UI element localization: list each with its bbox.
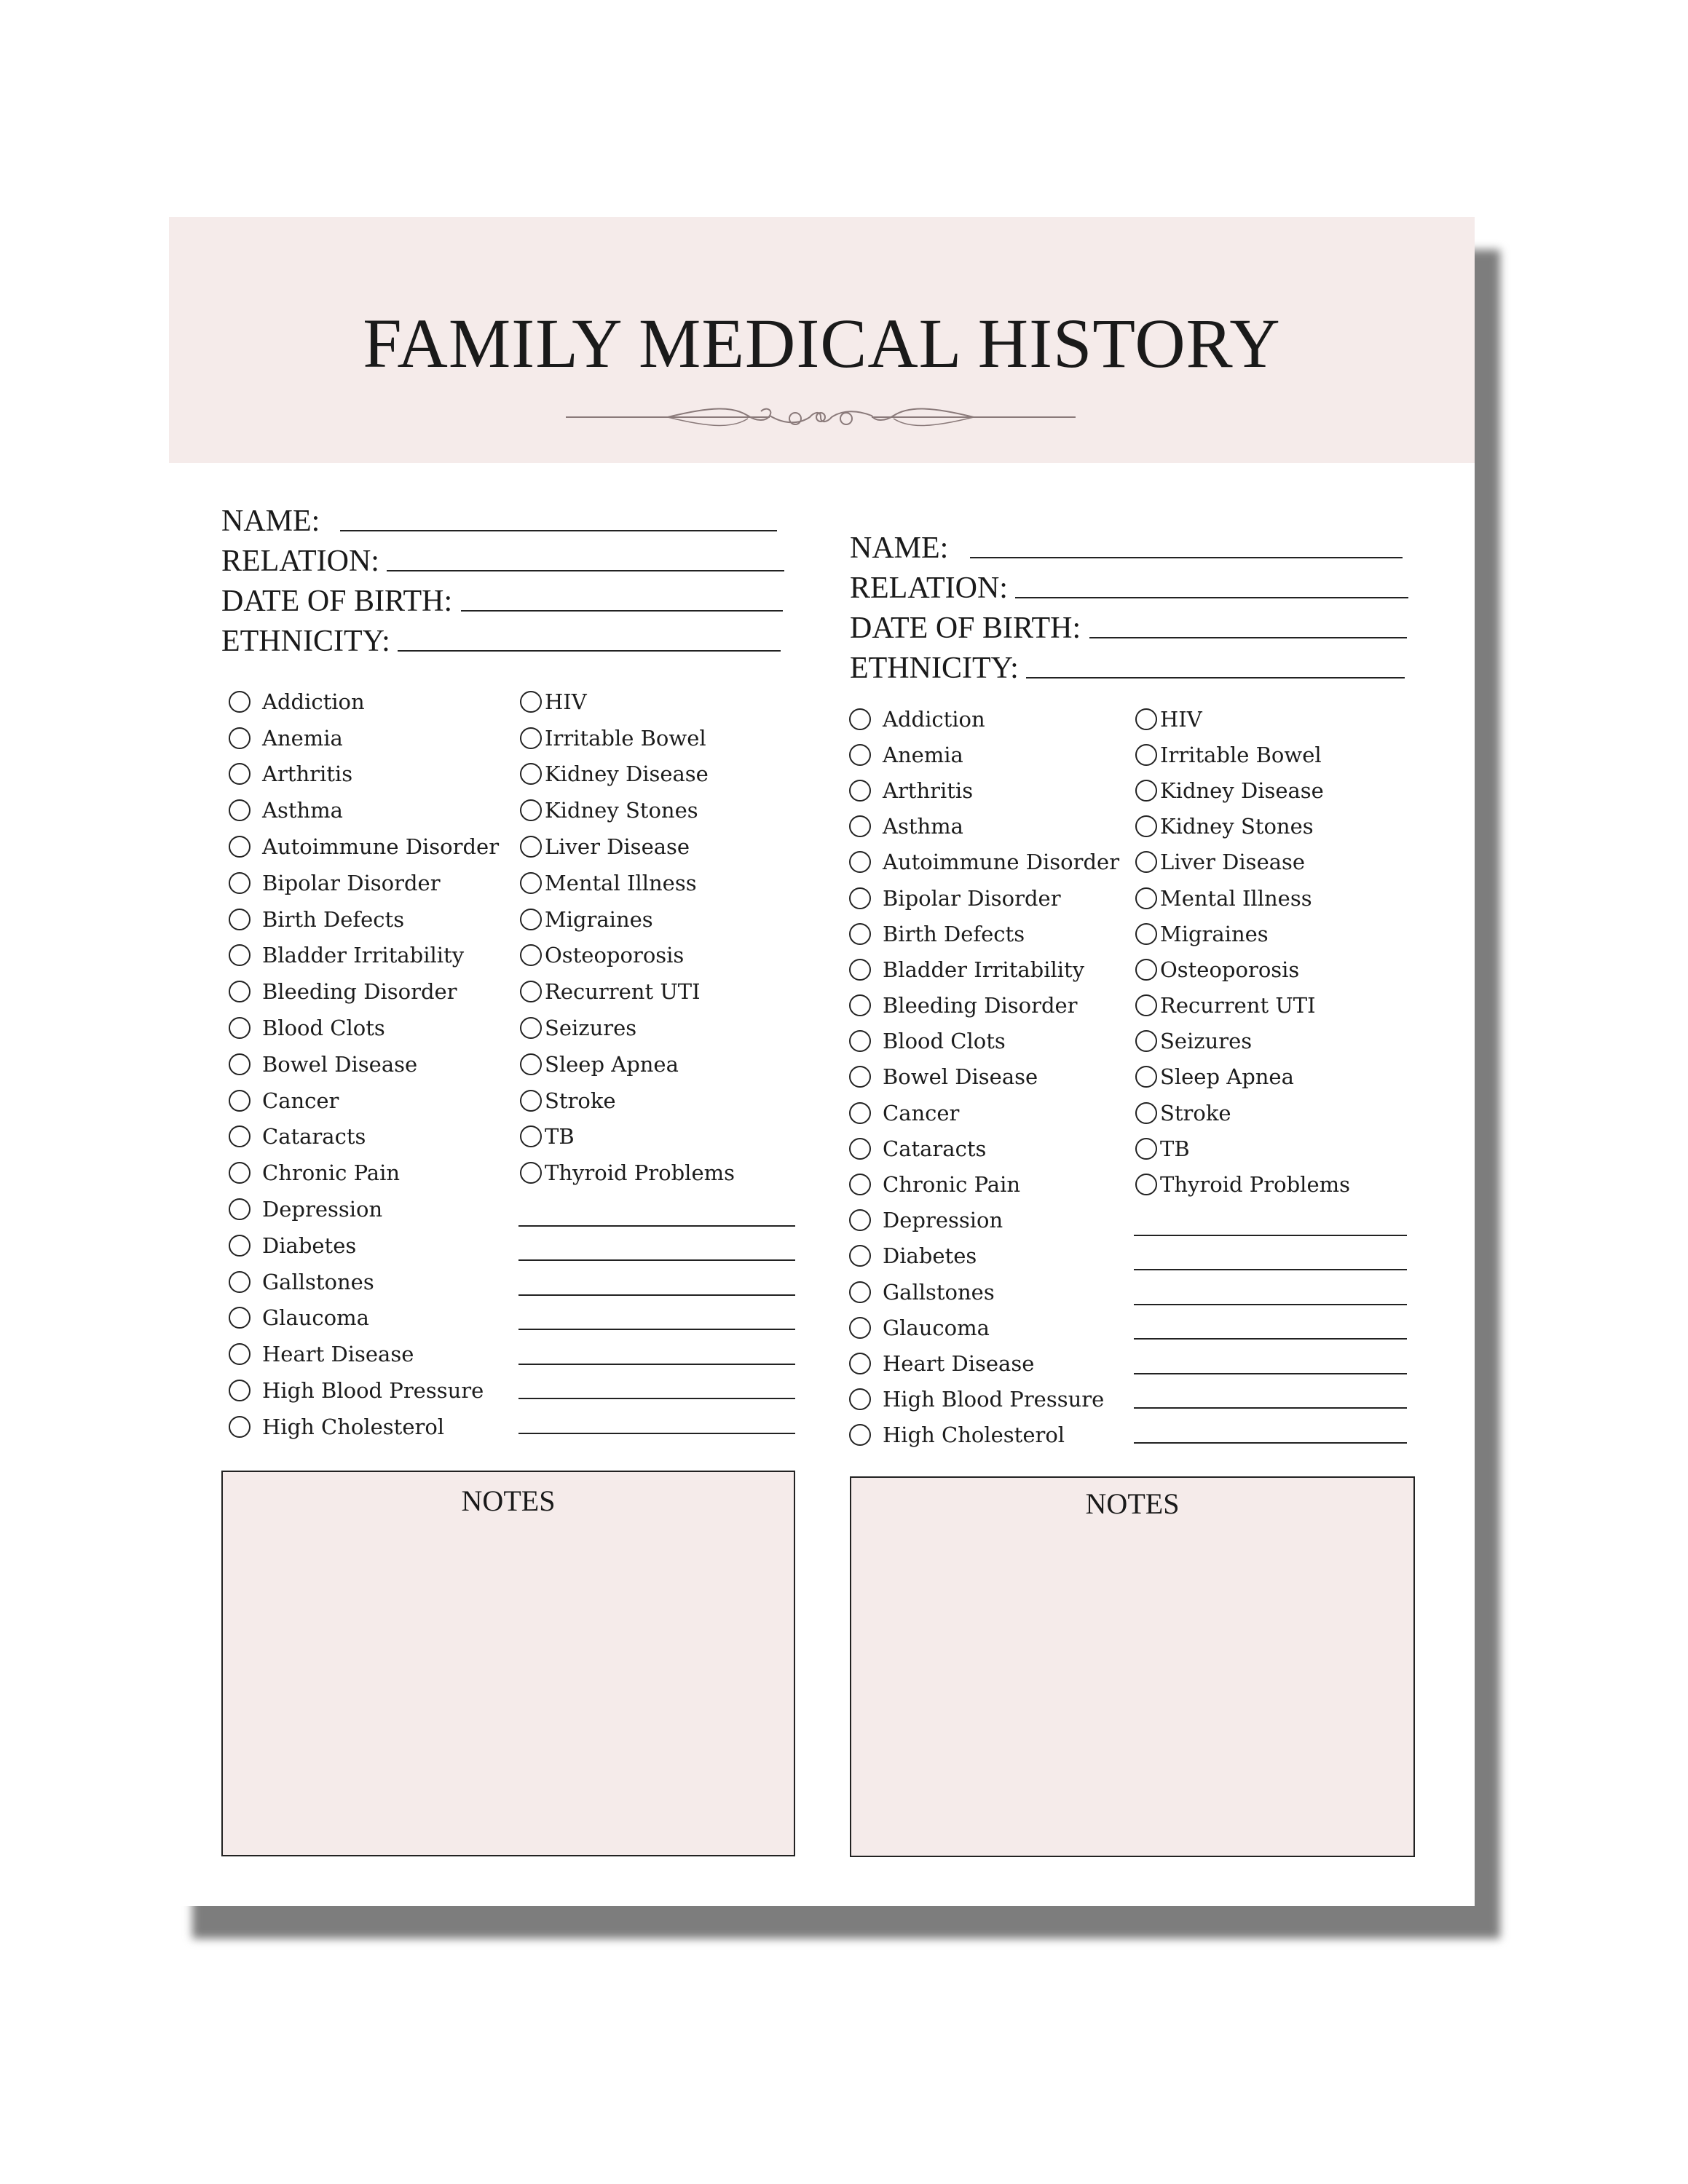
list-item[interactable]: Bipolar Disorder xyxy=(229,865,499,901)
radio-circle-icon[interactable] xyxy=(229,1235,251,1257)
list-item[interactable]: Chronic Pain xyxy=(229,1155,499,1191)
list-item[interactable]: Irritable Bowel xyxy=(1135,737,1350,772)
radio-circle-icon[interactable] xyxy=(849,1030,871,1052)
right-notes-box[interactable] xyxy=(850,1476,1415,1857)
list-item[interactable]: TB xyxy=(520,1119,735,1155)
radio-circle-icon[interactable] xyxy=(849,780,871,802)
radio-circle-icon[interactable] xyxy=(1135,744,1157,766)
radio-circle-icon[interactable] xyxy=(520,727,542,749)
list-item[interactable]: Sleep Apnea xyxy=(520,1046,735,1083)
blank-write-line[interactable] xyxy=(1134,1236,1407,1271)
ethnicity-field[interactable] xyxy=(850,646,1427,686)
relation-field[interactable] xyxy=(221,539,798,579)
radio-circle-icon[interactable] xyxy=(849,1353,871,1374)
radio-circle-icon[interactable] xyxy=(520,691,542,713)
radio-circle-icon[interactable] xyxy=(520,1017,542,1039)
list-item[interactable]: Bleeding Disorder xyxy=(229,973,499,1010)
radio-circle-icon[interactable] xyxy=(849,815,871,837)
list-item[interactable]: Arthritis xyxy=(849,772,1119,808)
list-item[interactable]: Depression xyxy=(229,1191,499,1227)
radio-circle-icon[interactable] xyxy=(520,763,542,785)
blank-write-line[interactable] xyxy=(518,1261,795,1296)
list-item[interactable]: Gallstones xyxy=(849,1274,1119,1310)
blank-write-line[interactable] xyxy=(1134,1270,1407,1305)
list-item[interactable]: Cancer xyxy=(849,1095,1119,1131)
left-notes-box[interactable] xyxy=(221,1471,795,1856)
list-item[interactable]: Bowel Disease xyxy=(229,1046,499,1083)
radio-circle-icon[interactable] xyxy=(849,1317,871,1339)
radio-circle-icon[interactable] xyxy=(229,1162,251,1184)
blank-write-line[interactable] xyxy=(1134,1409,1407,1444)
list-item[interactable]: Liver Disease xyxy=(520,828,735,865)
radio-circle-icon[interactable] xyxy=(849,1388,871,1410)
list-item[interactable]: Thyroid Problems xyxy=(520,1155,735,1191)
radio-circle-icon[interactable] xyxy=(229,836,251,858)
notes-title: NOTES xyxy=(1085,1487,1180,1520)
list-item[interactable]: Bowel Disease xyxy=(849,1059,1119,1095)
list-item[interactable]: High Cholesterol xyxy=(229,1409,499,1445)
radio-circle-icon[interactable] xyxy=(229,872,251,894)
name-input-line[interactable] xyxy=(340,529,777,531)
radio-circle-icon[interactable] xyxy=(1135,959,1157,981)
list-item[interactable]: HIV xyxy=(1135,701,1350,737)
radio-circle-icon[interactable] xyxy=(849,1424,871,1446)
name-input-line[interactable] xyxy=(970,556,1403,558)
list-item[interactable]: Asthma xyxy=(849,809,1119,844)
radio-circle-icon[interactable] xyxy=(229,763,251,785)
radio-circle-icon[interactable] xyxy=(1135,815,1157,837)
list-item[interactable]: Heart Disease xyxy=(849,1345,1119,1381)
radio-circle-icon[interactable] xyxy=(849,1174,871,1195)
list-item[interactable]: High Blood Pressure xyxy=(229,1372,499,1409)
list-item[interactable]: Autoimmune Disorder xyxy=(849,844,1119,880)
list-item[interactable]: Birth Defects xyxy=(229,901,499,938)
list-item[interactable]: Anemia xyxy=(229,720,499,756)
list-item[interactable]: Osteoporosis xyxy=(1135,951,1350,987)
blank-write-line[interactable] xyxy=(518,1399,795,1434)
list-item[interactable]: Bladder Irritability xyxy=(849,951,1119,987)
list-item[interactable]: High Blood Pressure xyxy=(849,1382,1119,1417)
ornament-divider-icon xyxy=(566,403,1076,432)
list-item[interactable]: HIV xyxy=(520,684,735,720)
list-item[interactable]: Migraines xyxy=(520,901,735,938)
radio-circle-icon[interactable] xyxy=(229,981,251,1002)
radio-circle-icon[interactable] xyxy=(849,923,871,945)
right-record xyxy=(850,526,1427,686)
list-item[interactable]: Cataracts xyxy=(229,1119,499,1155)
list-item[interactable]: Birth Defects xyxy=(849,916,1119,951)
blank-write-line[interactable] xyxy=(518,1330,795,1365)
list-item[interactable]: Addiction xyxy=(229,684,499,720)
radio-circle-icon[interactable] xyxy=(520,872,542,894)
list-item[interactable]: Cancer xyxy=(229,1083,499,1119)
radio-circle-icon[interactable] xyxy=(1135,1174,1157,1195)
list-item[interactable]: Kidney Stones xyxy=(1135,809,1350,844)
name-label: NAME: xyxy=(221,505,320,538)
list-item[interactable]: Asthma xyxy=(229,792,499,828)
radio-circle-icon[interactable] xyxy=(849,994,871,1016)
list-item[interactable]: Kidney Stones xyxy=(520,792,735,828)
blank-write-line[interactable] xyxy=(1134,1340,1407,1374)
ethnicity-field[interactable] xyxy=(221,619,798,659)
list-item[interactable]: Glaucoma xyxy=(229,1300,499,1337)
radio-circle-icon[interactable] xyxy=(849,708,871,730)
list-item[interactable]: Autoimmune Disorder xyxy=(229,828,499,865)
right-blank-lines xyxy=(1134,1201,1407,1444)
relation-field[interactable] xyxy=(850,566,1427,606)
notes-title: NOTES xyxy=(461,1484,556,1517)
list-item[interactable]: Mental Illness xyxy=(1135,880,1350,916)
list-item[interactable]: Blood Clots xyxy=(229,1010,499,1046)
radio-circle-icon[interactable] xyxy=(1135,923,1157,945)
radio-circle-icon[interactable] xyxy=(849,1066,871,1088)
blank-write-line[interactable] xyxy=(518,1192,795,1227)
list-item[interactable]: Anemia xyxy=(849,737,1119,772)
radio-circle-icon[interactable] xyxy=(849,1138,871,1160)
radio-circle-icon[interactable] xyxy=(849,1209,871,1231)
radio-circle-icon[interactable] xyxy=(229,909,251,930)
right-condition-list-1 xyxy=(849,701,1119,1453)
list-item[interactable]: Stroke xyxy=(1135,1095,1350,1131)
radio-circle-icon[interactable] xyxy=(849,1281,871,1303)
relation-label: RELATION: xyxy=(850,571,1008,605)
relation-label: RELATION: xyxy=(221,545,379,578)
radio-circle-icon[interactable] xyxy=(229,1198,251,1220)
dob-input-line[interactable] xyxy=(1089,636,1407,638)
page-title: FAMILY MEDICAL HISTORY xyxy=(363,304,1281,382)
ethnicity-label: ETHNICITY: xyxy=(221,625,390,658)
radio-circle-icon[interactable] xyxy=(229,1017,251,1039)
name-field[interactable] xyxy=(850,526,1427,566)
list-item[interactable]: Bleeding Disorder xyxy=(849,988,1119,1024)
radio-circle-icon[interactable] xyxy=(229,944,251,966)
blank-write-line[interactable] xyxy=(518,1227,795,1262)
radio-circle-icon[interactable] xyxy=(1135,1066,1157,1088)
list-item[interactable]: Osteoporosis xyxy=(520,938,735,974)
radio-circle-icon[interactable] xyxy=(229,1343,251,1365)
radio-circle-icon[interactable] xyxy=(1135,887,1157,909)
radio-circle-icon[interactable] xyxy=(520,836,542,858)
list-item[interactable]: Bladder Irritability xyxy=(229,938,499,974)
radio-circle-icon[interactable] xyxy=(229,1125,251,1147)
list-item[interactable]: Irritable Bowel xyxy=(520,720,735,756)
list-item[interactable]: Diabetes xyxy=(849,1238,1119,1274)
list-item[interactable]: Addiction xyxy=(849,701,1119,737)
radio-circle-icon[interactable] xyxy=(229,727,251,749)
radio-circle-icon[interactable] xyxy=(849,744,871,766)
ethnicity-input-line[interactable] xyxy=(1026,676,1405,678)
list-item[interactable]: Blood Clots xyxy=(849,1024,1119,1059)
blank-write-line[interactable] xyxy=(1134,1201,1407,1236)
radio-circle-icon[interactable] xyxy=(520,944,542,966)
list-item[interactable]: Thyroid Problems xyxy=(1135,1166,1350,1202)
radio-circle-icon[interactable] xyxy=(520,1125,542,1147)
list-item[interactable]: Depression xyxy=(849,1203,1119,1238)
radio-circle-icon[interactable] xyxy=(849,959,871,981)
ethnicity-input-line[interactable] xyxy=(398,649,781,652)
blank-write-line[interactable] xyxy=(518,1365,795,1400)
radio-circle-icon[interactable] xyxy=(229,1307,251,1329)
radio-circle-icon[interactable] xyxy=(520,1090,542,1112)
ethnicity-label: ETHNICITY: xyxy=(850,652,1019,685)
radio-circle-icon[interactable] xyxy=(849,1102,871,1124)
list-item[interactable]: Recurrent UTI xyxy=(1135,988,1350,1024)
radio-circle-icon[interactable] xyxy=(229,1380,251,1401)
blank-write-line[interactable] xyxy=(1134,1305,1407,1340)
list-item[interactable]: Kidney Disease xyxy=(1135,772,1350,808)
list-item[interactable]: Stroke xyxy=(520,1083,735,1119)
list-item[interactable]: Gallstones xyxy=(229,1264,499,1300)
radio-circle-icon[interactable] xyxy=(1135,1030,1157,1052)
dob-label: DATE OF BIRTH: xyxy=(221,585,453,618)
list-item[interactable]: Seizures xyxy=(1135,1024,1350,1059)
radio-circle-icon[interactable] xyxy=(229,1271,251,1293)
radio-circle-icon[interactable] xyxy=(1135,708,1157,730)
radio-circle-icon[interactable] xyxy=(1135,780,1157,802)
left-record xyxy=(221,499,798,659)
list-item[interactable]: Sleep Apnea xyxy=(1135,1059,1350,1095)
list-item[interactable]: Seizures xyxy=(520,1010,735,1046)
list-item[interactable]: Mental Illness xyxy=(520,865,735,901)
header-band xyxy=(169,217,1475,463)
radio-circle-icon[interactable] xyxy=(520,1162,542,1184)
radio-circle-icon[interactable] xyxy=(229,1053,251,1075)
radio-circle-icon[interactable] xyxy=(1135,851,1157,873)
list-item[interactable]: Kidney Disease xyxy=(520,756,735,793)
name-field[interactable] xyxy=(221,499,798,539)
dob-input-line[interactable] xyxy=(461,609,783,612)
list-item[interactable]: Arthritis xyxy=(229,756,499,793)
list-item[interactable]: Migraines xyxy=(1135,916,1350,951)
list-item[interactable]: Cataracts xyxy=(849,1131,1119,1166)
radio-circle-icon[interactable] xyxy=(229,1416,251,1438)
dob-field[interactable] xyxy=(221,579,798,619)
blank-write-line[interactable] xyxy=(1134,1374,1407,1409)
radio-circle-icon[interactable] xyxy=(229,691,251,713)
blank-write-line[interactable] xyxy=(518,1296,795,1331)
relation-input-line[interactable] xyxy=(387,569,784,571)
list-item[interactable]: Diabetes xyxy=(229,1227,499,1264)
radio-circle-icon[interactable] xyxy=(229,799,251,821)
left-condition-list-2 xyxy=(520,684,735,1191)
radio-circle-icon[interactable] xyxy=(849,851,871,873)
relation-input-line[interactable] xyxy=(1015,596,1408,598)
radio-circle-icon[interactable] xyxy=(520,1053,542,1075)
radio-circle-icon[interactable] xyxy=(520,909,542,930)
list-item[interactable]: Glaucoma xyxy=(849,1310,1119,1345)
radio-circle-icon[interactable] xyxy=(1135,994,1157,1016)
list-item[interactable]: Heart Disease xyxy=(229,1336,499,1372)
dob-field[interactable] xyxy=(850,606,1427,646)
list-item[interactable]: High Cholesterol xyxy=(849,1417,1119,1453)
list-item[interactable]: TB xyxy=(1135,1131,1350,1166)
left-blank-lines xyxy=(518,1192,795,1434)
list-item[interactable]: Recurrent UTI xyxy=(520,973,735,1010)
radio-circle-icon[interactable] xyxy=(520,981,542,1002)
name-label: NAME: xyxy=(850,531,949,565)
list-item[interactable]: Chronic Pain xyxy=(849,1166,1119,1202)
right-condition-list-2 xyxy=(1135,701,1350,1203)
radio-circle-icon[interactable] xyxy=(849,1245,871,1267)
radio-circle-icon[interactable] xyxy=(520,799,542,821)
list-item[interactable]: Bipolar Disorder xyxy=(849,880,1119,916)
radio-circle-icon[interactable] xyxy=(1135,1102,1157,1124)
radio-circle-icon[interactable] xyxy=(229,1090,251,1112)
radio-circle-icon[interactable] xyxy=(1135,1138,1157,1160)
left-condition-list-1 xyxy=(229,684,499,1445)
dob-label: DATE OF BIRTH: xyxy=(850,612,1081,645)
list-item[interactable]: Liver Disease xyxy=(1135,844,1350,880)
radio-circle-icon[interactable] xyxy=(849,887,871,909)
